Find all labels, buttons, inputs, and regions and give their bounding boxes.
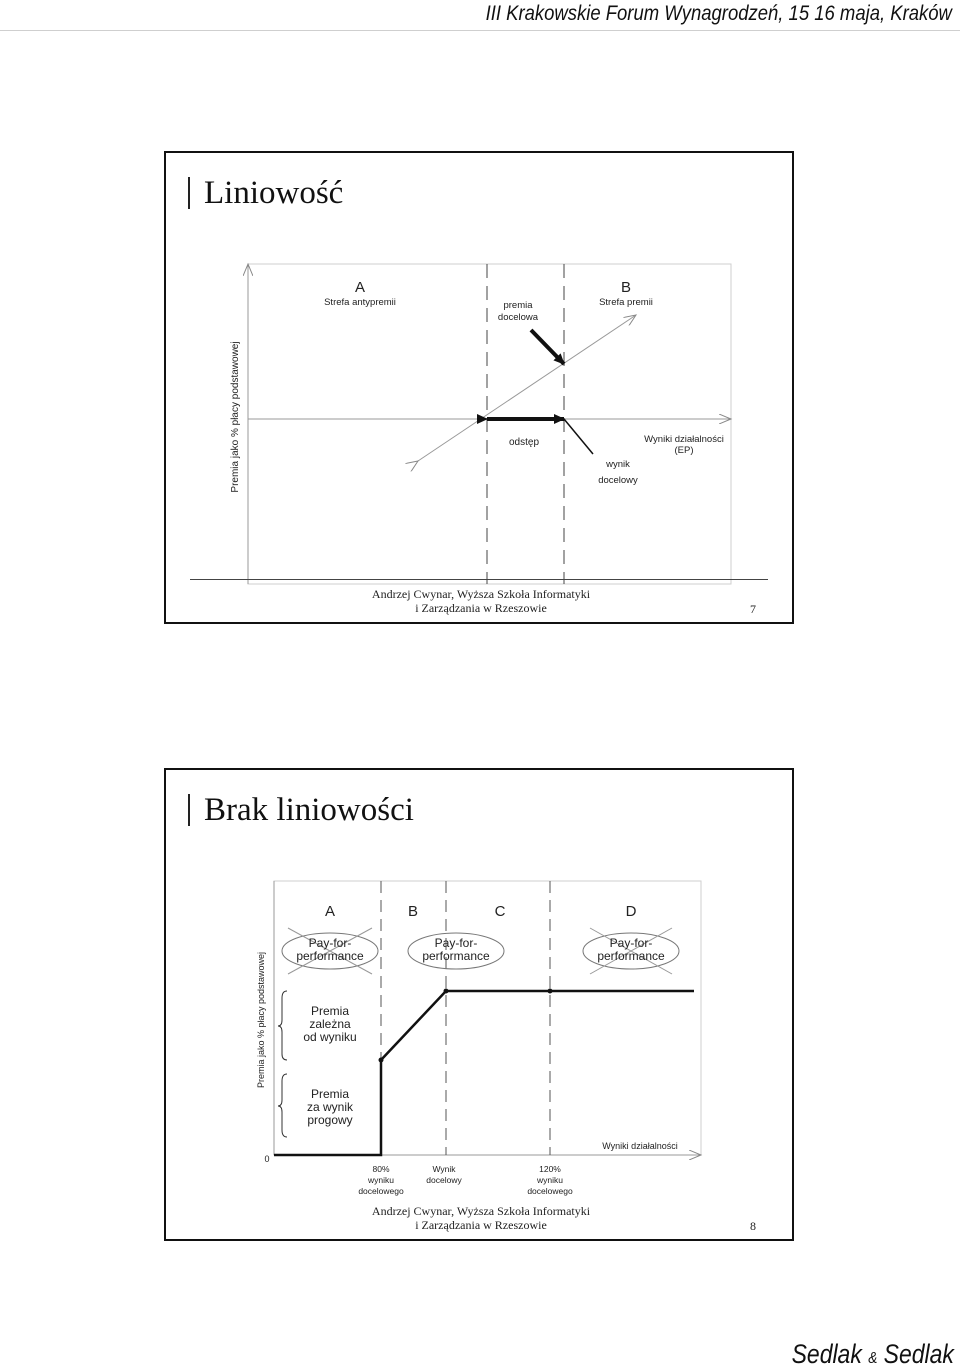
y-axis-label: Premia jako % płacy podstawowej — [230, 341, 241, 493]
zone-a-label: Strefa antypremii — [324, 297, 396, 308]
forum-title: III Krakowskie Forum Wynagrodzeń, 15 16 maja, Kraków — [485, 2, 952, 25]
nonlinearity-diagram — [166, 770, 796, 1243]
zone-b-letter: B — [620, 279, 632, 296]
bonus-dependent-line1: Premia — [310, 1004, 350, 1018]
footer-author-line1: Andrzej Cwynar, Wyższa Szkoła Informatyki — [371, 587, 591, 601]
zone-b-letter: B — [407, 903, 419, 920]
brand-amp: & — [868, 1350, 878, 1367]
target-bonus-line2: docelowa — [497, 312, 539, 323]
curve-point-target — [444, 989, 449, 994]
curve-point-120 — [548, 989, 553, 994]
footer-author — [166, 1204, 796, 1232]
tick-80-line1: 80% — [372, 1164, 390, 1174]
footer-rule — [190, 579, 768, 580]
tick-80-line3: docelowego — [358, 1186, 404, 1196]
x-axis-label: Wyniki działalności — [602, 1141, 678, 1151]
footer-author-line2: i Zarządzania w Rzeszowie — [415, 1218, 547, 1232]
results-label-line1: Wyniki działalności — [644, 434, 724, 445]
tick-120-line3: docelowego — [527, 1186, 573, 1196]
brace-dependent — [278, 991, 287, 1060]
zone-c-letter: C — [494, 903, 506, 920]
pfp-d-line2: performance — [597, 949, 665, 963]
target-result-line1: wynik — [606, 459, 630, 470]
slide-title: Brak liniowości — [204, 792, 414, 828]
pfp-c-line2: performance — [422, 949, 490, 963]
pfp-zone-d — [583, 928, 679, 974]
zone-b-label: Strefa premii — [599, 297, 653, 308]
pfp-c-line1: Pay-for- — [434, 936, 478, 950]
result-pointer — [564, 419, 593, 454]
footer-author — [166, 587, 796, 615]
page-number: 7 — [750, 602, 756, 616]
zero-label: 0 — [264, 1154, 270, 1164]
zone-a-letter: A — [354, 279, 366, 296]
pfp-a-line2: performance — [296, 949, 364, 963]
plot-frame — [248, 264, 731, 584]
gap-label: odstęp — [508, 437, 540, 448]
slide-nonlinearity — [164, 768, 794, 1241]
pfp-d-line1: Pay-for- — [609, 936, 653, 950]
zone-d-letter: D — [625, 903, 637, 920]
target-bonus-arrow — [531, 330, 564, 364]
slide-title: Liniowość — [204, 175, 344, 211]
pfp-a-line1: Pay-for- — [308, 936, 352, 950]
footer-author-line2: i Zarządzania w Rzeszowie — [415, 601, 547, 615]
brand-part2: Sedlak — [883, 1339, 954, 1369]
tick-120-line1: 120% — [539, 1164, 561, 1174]
target-result-line2: docelowy — [598, 475, 638, 486]
brand-part1: Sedlak — [791, 1339, 862, 1369]
bonus-threshold-line3: progowy — [307, 1113, 353, 1127]
bonus-dependent-line3: od wyniku — [303, 1030, 357, 1044]
slide-linearity — [164, 151, 794, 624]
footer-author-line1: Andrzej Cwynar, Wyższa Szkoła Informatyki — [371, 1204, 591, 1218]
y-axis-label: Premia jako % płacy podstawowej — [256, 951, 266, 1089]
header-rule — [0, 30, 960, 31]
page-number: 8 — [750, 1219, 756, 1233]
page-header — [0, 0, 960, 30]
results-label-line2: (EP) — [674, 445, 694, 456]
tick-target-line1: Wynik — [432, 1164, 456, 1174]
bonus-dependent-line2: zależna — [309, 1017, 351, 1031]
linearity-diagram — [166, 153, 796, 626]
brace-threshold — [278, 1074, 287, 1137]
bonus-threshold-line1: Premia — [310, 1087, 350, 1101]
tick-80-line2: wyniku — [368, 1175, 394, 1185]
brand-logo — [792, 1339, 954, 1370]
tick-target-line2: docelowy — [426, 1175, 462, 1185]
tick-120-line2: wyniku — [537, 1175, 563, 1185]
pfp-zone-c — [408, 933, 504, 969]
pfp-zone-a — [282, 928, 378, 974]
target-bonus-line1: premia — [503, 300, 533, 311]
curve-point-80 — [379, 1058, 384, 1063]
bonus-threshold-line2: za wynik — [306, 1100, 354, 1114]
zone-a-letter: A — [324, 903, 336, 920]
